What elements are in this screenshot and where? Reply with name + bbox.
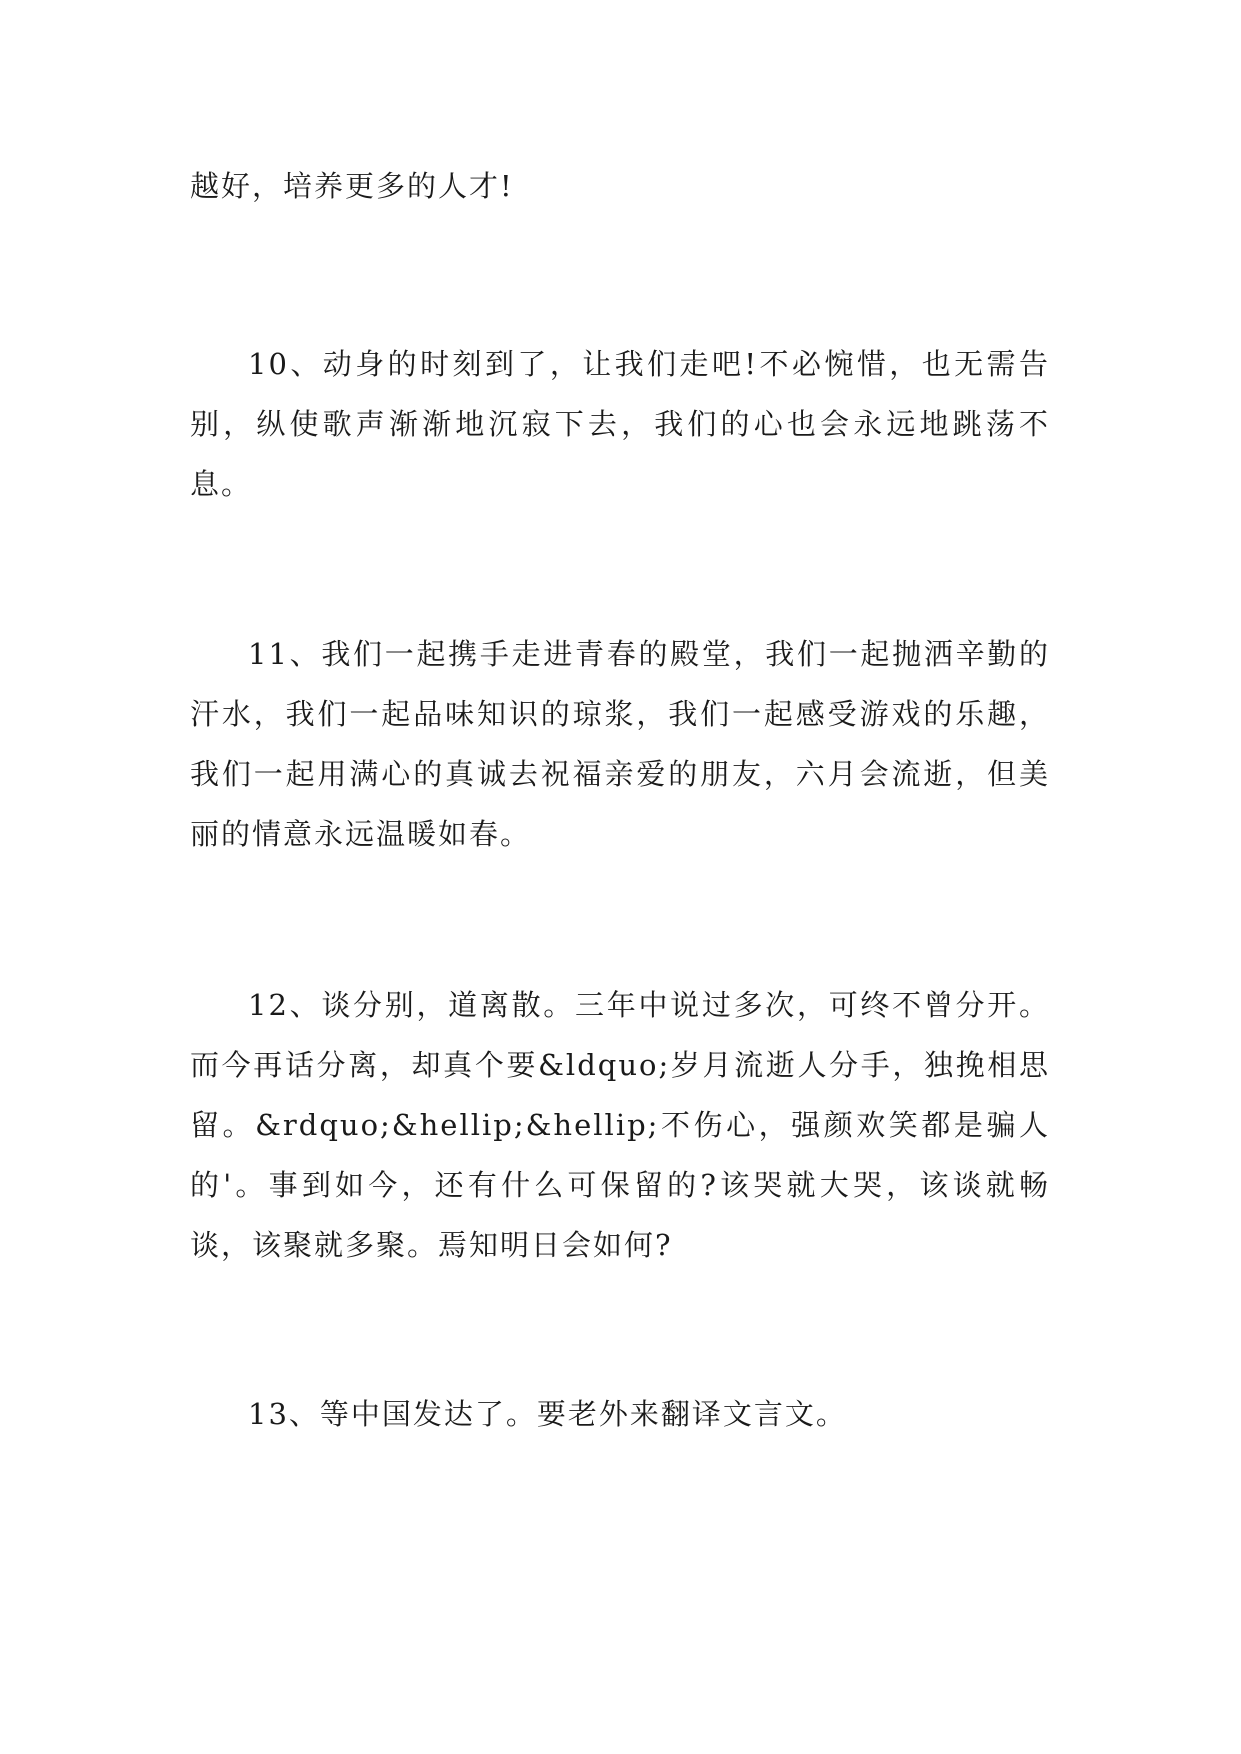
paragraph-13: 13、等中国发达了。要老外来翻译文言文。: [248, 1397, 847, 1431]
paragraph-10: 10、动身的时刻到了，让我们走吧!不必惋惜，也无需告别，纵使歌声渐渐地沉寂下去，我们的心也会永远地跳荡不息。: [190, 347, 1050, 501]
paragraph-continuation: 越好，培养更多的人才!: [190, 169, 514, 203]
paragraph-11: 11、我们一起携手走进青春的殿堂，我们一起抛洒辛勤的汗水，我们一起品味知识的琼浆，我们一起感受游戏的乐趣，我们一起用满心的真诚去祝福亲爱的朋友，六月会流逝，但美丽的情意永远温暖如春。: [190, 637, 1050, 851]
paragraph-12: 12、谈分别，道离散。三年中说过多次，可终不曾分开。而今再话分离，却真个要&ldquo;岁月流逝人分手，独挽相思留。&rdquo;&hellip;&hellip;不伤心，强颜欢笑都是骗人的'。事到如今，还有什么可保留的?该哭就大哭，该谈就畅谈，该聚就多聚。焉知明日会如何?: [190, 988, 1050, 1262]
